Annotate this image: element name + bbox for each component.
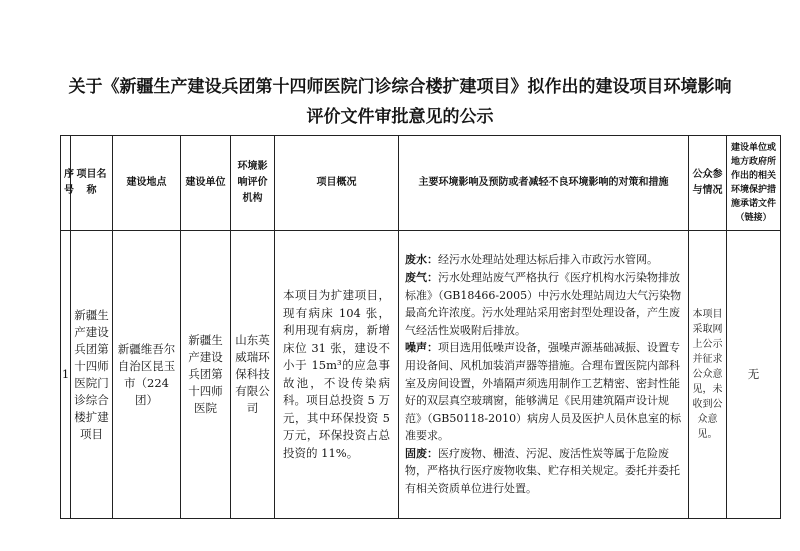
cell-overview: 本项目为扩建项目，现有病床 104 张，利用现有病房，新增床位 31 张，建设不小于 15m³的应急事故池，不设传染病科。项目总投资 5 万元，其中环保投资 5 万元，环保投资占总投资的 11%。 bbox=[275, 231, 399, 519]
cell-public: 本项目采取网上公示并征求公众意见，未收到公众意见。 bbox=[689, 231, 727, 519]
measure-solid: 固废：医疗废物、栅渣、污泥、废活性炭等属于危险废物，严格执行医疗废物收集、贮存相关规定。委托并委托有相关资质单位进行处置。 bbox=[405, 446, 680, 496]
measure-water: 废水：经污水处理站处理达标后排入市政污水管网。 bbox=[405, 253, 658, 267]
cell-eia-org: 山东英威瑞环保科技有限公司 bbox=[231, 231, 275, 519]
measure-gas: 废气：污水处理站废气严格执行《医疗机构水污染物排放标准》（GB18466-2005）中污水处理站周边大气污染物最高允许浓度。污水处理站采用密封型处理设备，产生废气经活性炭吸附后排放。 bbox=[405, 270, 682, 337]
measure-noise: 噪声：项目选用低噪声设备，强噪声源基础减振、设置专用设备间、风机加装消声器等措施。合理布置医院内部科室及房间设置，外墙隔声须选用制作工艺精密、密封性能好的双层真空玻璃窗，能够满足《民用建筑隔声设计规范》（GB50118-2010）病房人员及医护人员休息室的标准要求。 bbox=[405, 341, 682, 443]
header-overview: 项目概况 bbox=[275, 136, 399, 231]
cell-commitment: 无 bbox=[727, 231, 781, 519]
title-line-1: 关于《新疆生产建设兵团第十四师医院门诊综合楼扩建项目》拟作出的建设项目环境影响 bbox=[68, 77, 732, 97]
header-measures: 主要环境影响及预防或者减轻不良环境影响的对策和措施 bbox=[399, 136, 689, 231]
header-eia-org: 环境影响评价机构 bbox=[231, 136, 275, 231]
table-row bbox=[61, 231, 781, 519]
document-title bbox=[20, 72, 780, 132]
header-row bbox=[61, 136, 781, 231]
cell-location: 新疆维吾尔自治区昆玉市（224团） bbox=[113, 231, 181, 519]
cell-seq: 1 bbox=[61, 231, 71, 519]
header-project-name: 项目名称 bbox=[71, 136, 113, 231]
header-public: 公众参与情况 bbox=[689, 136, 727, 231]
title-line-2: 评价文件审批意见的公示 bbox=[306, 107, 494, 127]
header-seq: 序号 bbox=[61, 136, 71, 231]
cell-project-name: 新疆生产建设兵团第十四师医院门诊综合楼扩建项目 bbox=[71, 231, 113, 519]
cell-measures bbox=[399, 231, 689, 519]
header-builder: 建设单位 bbox=[181, 136, 231, 231]
cell-builder: 新疆生产建设兵团第十四师医院 bbox=[181, 231, 231, 519]
header-location: 建设地点 bbox=[113, 136, 181, 231]
header-commitment: 建设单位或地方政府所作出的相关环境保护措施承诺文件（链接） bbox=[727, 136, 781, 231]
approval-table bbox=[60, 135, 781, 519]
